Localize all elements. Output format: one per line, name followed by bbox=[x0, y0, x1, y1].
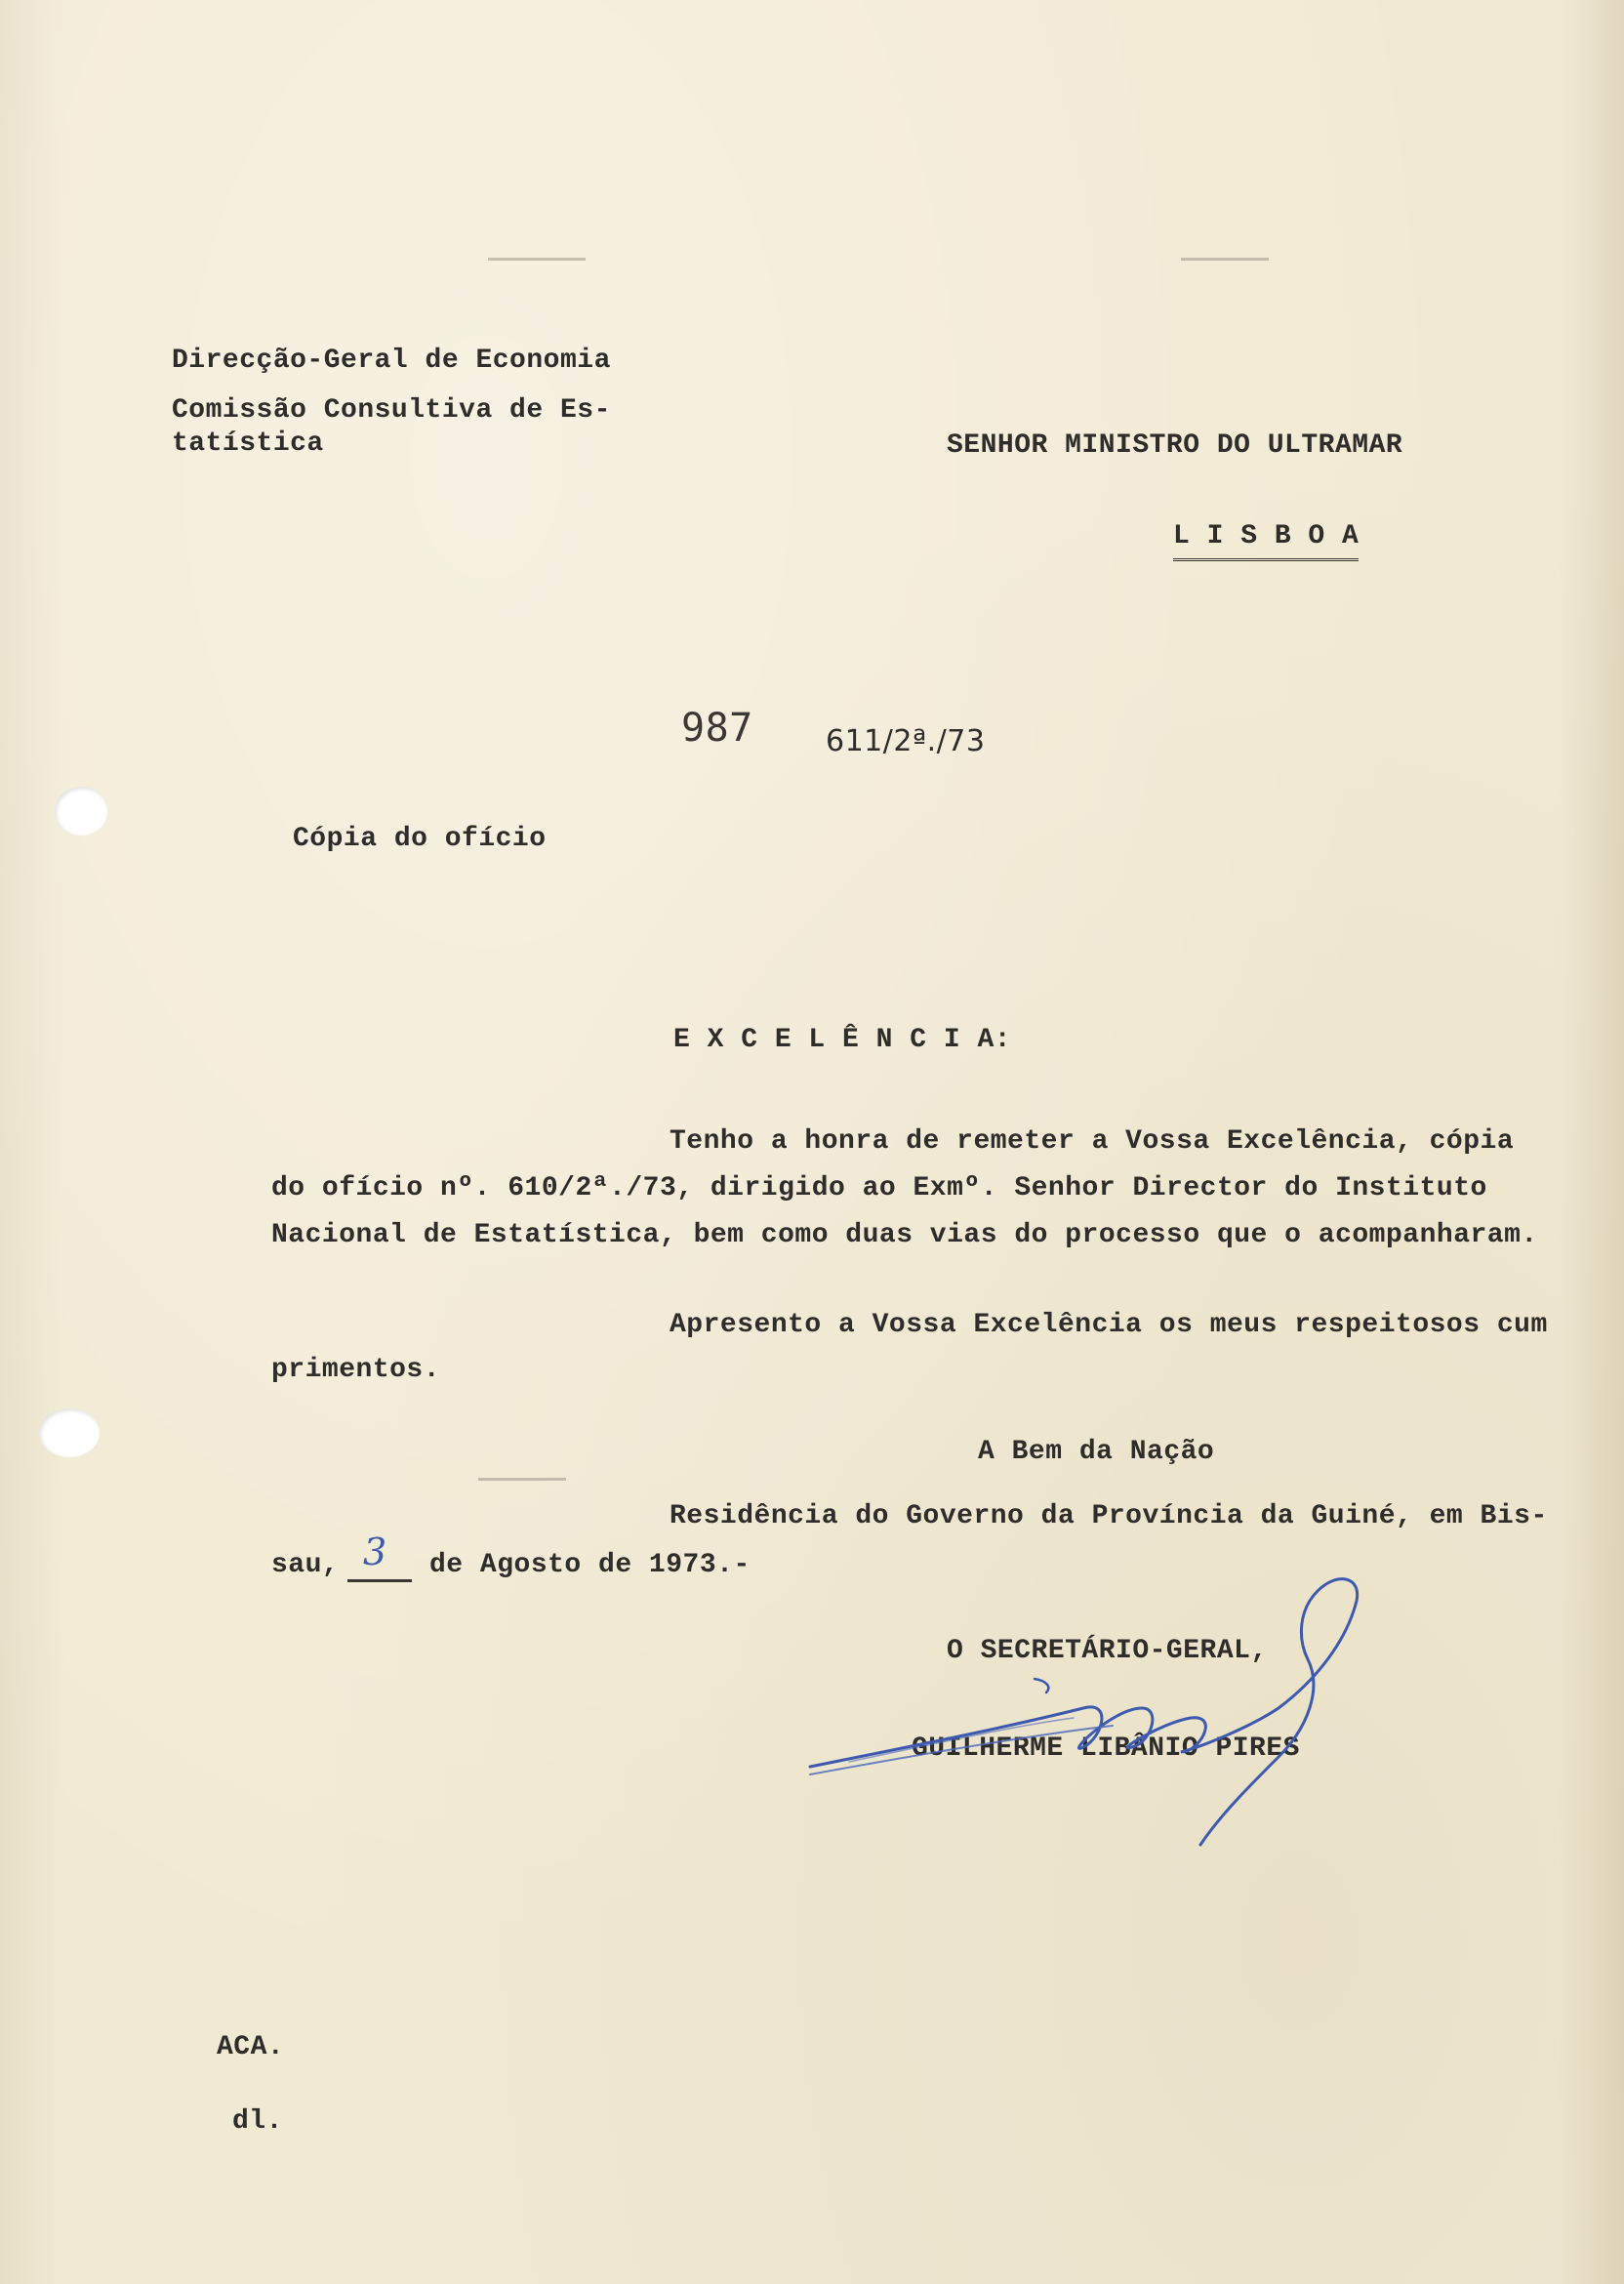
signatory-name: GUILHERME LIBÂNIO PIRES bbox=[912, 1733, 1300, 1764]
body-p2-line2: primentos. bbox=[271, 1355, 441, 1385]
recipient: SENHOR MINISTRO DO ULTRAMAR bbox=[947, 430, 1403, 461]
body-p2-line1: Apresento a Vossa Excelência os meus respeitosos cum bbox=[670, 1310, 1548, 1340]
signatory-title: O SECRETÁRIO-GERAL, bbox=[947, 1636, 1268, 1666]
place-prefix: sau, bbox=[271, 1550, 340, 1580]
place-line-1: Residência do Governo da Província da Guiné, em Bis- bbox=[670, 1501, 1548, 1531]
subject: Cópia do ofício bbox=[293, 824, 547, 854]
initials-dictation: dl. bbox=[232, 2106, 283, 2137]
initials-typist: ACA. bbox=[217, 2032, 285, 2062]
org-line-2: Comissão Consultiva de Es- bbox=[172, 395, 611, 426]
handwritten-day: 3 bbox=[363, 1530, 387, 1573]
handwritten-signature bbox=[791, 1562, 1415, 1855]
punch-hole-bottom bbox=[39, 1408, 100, 1457]
body-p1-line3: Nacional de Estatística, bem como duas vias do processo que o acompanharam. bbox=[271, 1220, 1538, 1250]
date-suffix: de Agosto de 1973.- bbox=[429, 1550, 751, 1580]
body-p1-line2: do ofício nº. 610/2ª./73, dirigido ao Exmº. Senhor Director do Instituto bbox=[271, 1173, 1487, 1203]
office-reference: 611/2ª./73 bbox=[826, 724, 986, 758]
body-p1-line1: Tenho a honra de remeter a Vossa Excelência, cópia bbox=[670, 1126, 1515, 1157]
ink-smudge bbox=[478, 1478, 566, 1481]
ink-smudge bbox=[488, 258, 586, 261]
city: L I S B O A bbox=[1173, 517, 1359, 561]
punch-hole-top bbox=[55, 787, 107, 836]
org-line-3: tatística bbox=[172, 428, 324, 459]
ink-smudge bbox=[1181, 258, 1269, 261]
stamp-number: 987 bbox=[681, 706, 753, 751]
motto: A Bem da Nação bbox=[978, 1437, 1215, 1467]
org-line-1: Direcção-Geral de Economia bbox=[172, 346, 611, 376]
salutation: E X C E L Ê N C I A: bbox=[673, 1025, 1012, 1055]
day-underline bbox=[347, 1579, 412, 1582]
